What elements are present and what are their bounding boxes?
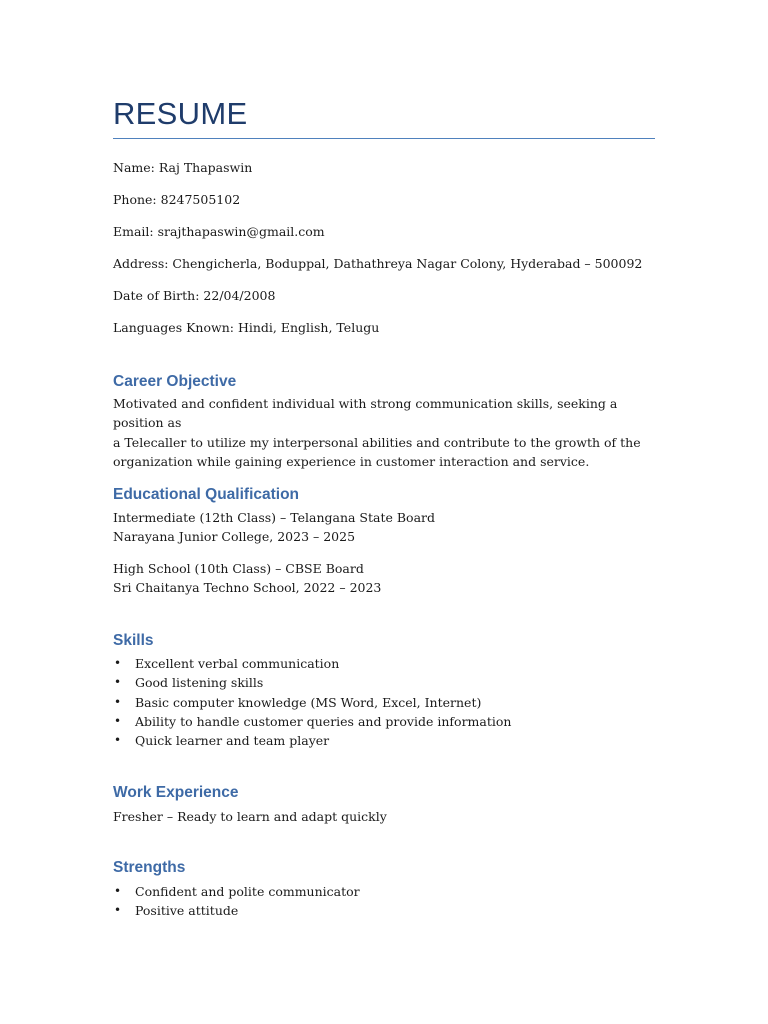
list-item — [113, 693, 511, 712]
education-entry — [113, 559, 655, 598]
skill-text: Basic computer knowledge (MS Word, Excel, Internet) — [135, 694, 482, 710]
career-objective-text — [113, 394, 655, 471]
dob-field: Date of Birth: 22/04/2008 — [113, 288, 276, 303]
work-experience-text: Fresher – Ready to learn and adapt quickly — [113, 809, 387, 824]
email-field: Email: srajthapaswin@gmail.com — [113, 224, 325, 239]
education-institution: Sri Chaitanya Techno School, 2022 – 2023 — [113, 580, 382, 596]
skills-list — [113, 654, 511, 750]
education-heading: Educational Qualification — [113, 486, 300, 503]
education-qualification: High School (10th Class) – CBSE Board — [113, 561, 364, 576]
title-divider — [113, 138, 655, 139]
career-objective-heading: Career Objective — [113, 373, 237, 390]
career-objective-line: a Telecaller to utilize my interpersonal abilities and contribute to the growth of the — [113, 434, 641, 450]
strength-text: Positive attitude — [135, 903, 239, 919]
bullet-icon: • — [114, 675, 122, 690]
languages-field: Languages Known: Hindi, English, Telugu — [113, 320, 380, 335]
strengths-heading: Strengths — [113, 859, 186, 876]
bullet-icon: • — [114, 694, 122, 709]
address-field: Address: Chengicherla, Boduppal, Dathathreya Nagar Colony, Hyderabad – 500092 — [113, 256, 643, 271]
page-title: RESUME — [113, 96, 248, 131]
list-item — [113, 654, 511, 673]
education-institution: Narayana Junior College, 2023 – 2025 — [113, 529, 356, 545]
name-field: Name: Raj Thapaswin — [113, 160, 253, 175]
list-item — [113, 731, 511, 750]
phone-field: Phone: 8247505102 — [113, 192, 241, 207]
bullet-icon: • — [114, 884, 122, 898]
skills-heading: Skills — [113, 632, 154, 649]
skill-text: Good listening skills — [135, 675, 264, 691]
list-item — [113, 712, 511, 731]
skill-text: Quick learner and team player — [135, 733, 330, 749]
list-item — [113, 882, 360, 901]
skill-text: Excellent verbal communication — [135, 656, 340, 671]
list-item — [113, 673, 511, 692]
education-qualification: Intermediate (12th Class) – Telangana State Board — [113, 510, 435, 525]
career-objective-line: Motivated and confident individual with strong communication skills, seeking a position as — [113, 396, 618, 431]
bullet-icon: • — [114, 733, 122, 748]
strength-text: Confident and polite communicator — [135, 884, 360, 899]
strengths-list — [113, 882, 360, 921]
work-experience-heading: Work Experience — [113, 784, 239, 801]
bullet-icon: • — [114, 656, 122, 670]
skill-text: Ability to handle customer queries and provide information — [135, 713, 512, 729]
bullet-icon: • — [114, 903, 122, 918]
education-entry — [113, 508, 655, 547]
career-objective-line: organization while gaining experience in customer interaction and service. — [113, 453, 590, 469]
list-item — [113, 901, 360, 920]
bullet-icon: • — [114, 713, 122, 728]
